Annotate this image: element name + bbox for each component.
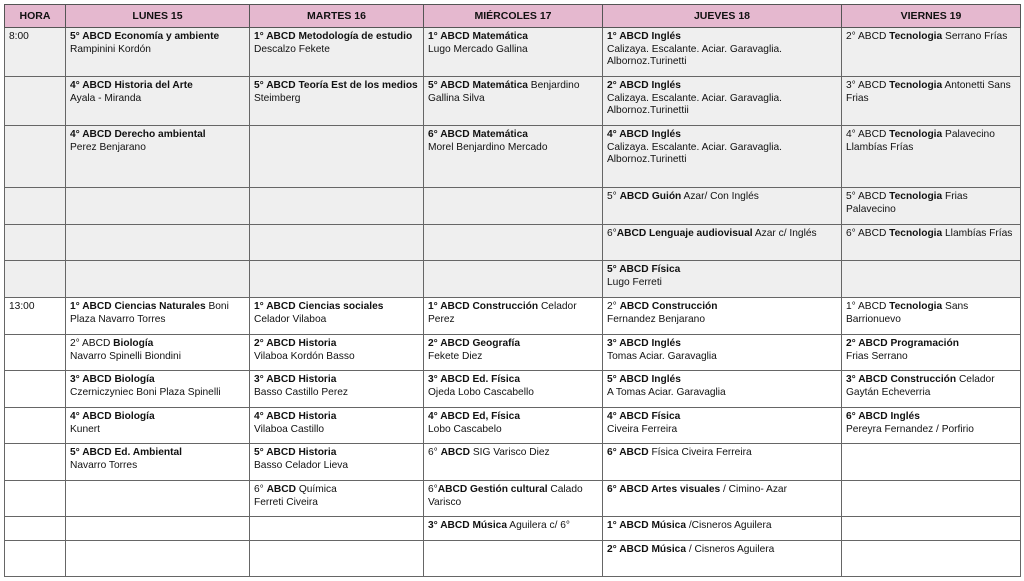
teacher-text: 2° ABCD <box>70 338 114 349</box>
subject-text: Biología <box>113 338 154 349</box>
teacher-text: /Cisneros Aguilera <box>686 520 772 531</box>
time-cell <box>5 444 66 481</box>
subject-text: 6° ABCD Inglés <box>846 411 920 422</box>
class-cell <box>66 28 250 77</box>
subject-text: ABCD <box>440 447 471 458</box>
teacher-text: Azar c/ Inglés <box>752 228 817 239</box>
class-cell <box>66 225 250 261</box>
time-cell <box>5 188 66 225</box>
teacher-text: Navarro Torres <box>70 459 138 471</box>
subject-text: 4° ABCD Inglés <box>607 129 681 140</box>
class-cell <box>842 481 1021 517</box>
class-cell <box>842 225 1021 261</box>
subject-text: 6° ABCD <box>607 447 649 458</box>
teacher-text: Química <box>296 484 337 495</box>
subject-text: ABCD Gestión cultural <box>437 484 548 495</box>
class-cell <box>842 541 1021 577</box>
class-cell <box>842 408 1021 444</box>
time-cell <box>5 517 66 541</box>
subject-text: 3° ABCD Música <box>428 520 507 531</box>
teacher-text: Lugo Ferreti <box>607 276 662 288</box>
class-cell <box>842 335 1021 371</box>
class-cell <box>603 188 842 225</box>
header-day-thursday: JUEVES 18 <box>603 5 842 28</box>
teacher-text: Vilaboa Kordón Basso <box>254 350 355 362</box>
teacher-text: Navarro Spinelli Biondini <box>70 350 181 362</box>
subject-text: 1° ABCD Construcción <box>428 301 539 312</box>
teacher-text: Calizaya. Escalante. Aciar. Garavaglia. Albornoz.Turinettii <box>607 92 782 116</box>
table-row <box>5 541 1021 577</box>
header-day-friday: VIERNES 19 <box>842 5 1021 28</box>
table-row <box>5 517 1021 541</box>
teacher-text: Calizaya. Escalante. Aciar. Garavaglia. Albornoz.Turinetti <box>607 141 782 165</box>
class-cell <box>842 188 1021 225</box>
class-cell <box>250 77 424 126</box>
teacher-text: Civeira Ferreira <box>607 423 678 435</box>
subject-text: 5° ABCD Economía y ambiente <box>70 31 220 42</box>
teacher-text: Ojeda Lobo Cascabello <box>428 386 534 398</box>
teacher-text: Morel Benjardino Mercado <box>428 141 548 153</box>
subject-text: 2° ABCD Inglés <box>607 80 681 91</box>
class-cell <box>603 225 842 261</box>
subject-text: Tecnologia <box>889 129 943 140</box>
class-cell <box>603 298 842 335</box>
teacher-text: Pereyra Fernandez / Porfirio <box>846 423 974 435</box>
subject-text: 2° ABCD Música <box>607 544 686 555</box>
time-cell <box>5 481 66 517</box>
teacher-text: Celador Perez <box>428 301 577 325</box>
class-cell <box>603 541 842 577</box>
teacher-text: Celador Gaytán Echeverria <box>846 374 995 398</box>
teacher-text: 2° ABCD <box>846 31 890 42</box>
subject-text: 4° ABCD Ed, Física <box>428 411 521 422</box>
subject-text: 5° ABCD Inglés <box>607 374 681 385</box>
class-cell <box>603 335 842 371</box>
table-row <box>5 28 1021 77</box>
subject-text: Tecnologia <box>889 191 943 202</box>
header-hora: HORA <box>5 5 66 28</box>
table-row <box>5 188 1021 225</box>
table-row <box>5 298 1021 335</box>
schedule-table <box>4 4 1021 577</box>
subject-text: Tecnologia <box>889 301 943 312</box>
class-cell <box>66 541 250 577</box>
subject-text: 1° ABCD Ciencias Naturales <box>70 301 206 312</box>
class-cell <box>842 28 1021 77</box>
class-cell <box>250 28 424 77</box>
teacher-text: / Cimino- Azar <box>720 484 787 495</box>
subject-text: 5° ABCD Física <box>607 264 681 275</box>
teacher-text: SIG Varisco Diez <box>470 447 550 458</box>
subject-text: 4° ABCD Historia <box>254 411 337 422</box>
time-cell <box>5 408 66 444</box>
teacher-text: 1° ABCD <box>846 301 890 312</box>
teacher-text: Llambías Frías <box>942 228 1013 239</box>
class-cell <box>603 261 842 298</box>
teacher-text: Rampinini Kordón <box>70 43 151 55</box>
subject-text: 1° ABCD Inglés <box>607 31 681 42</box>
table-row <box>5 126 1021 188</box>
teacher-text: Perez Benjarano <box>70 141 146 153</box>
class-cell <box>842 444 1021 481</box>
class-cell <box>424 28 603 77</box>
teacher-text: Basso Castillo Perez <box>254 386 348 398</box>
class-cell <box>250 408 424 444</box>
class-cell <box>66 188 250 225</box>
teacher-text: Boni Plaza Navarro Torres <box>70 301 229 325</box>
class-cell <box>250 225 424 261</box>
subject-text: 6° ABCD Artes visuales <box>607 484 721 495</box>
class-cell <box>603 408 842 444</box>
teacher-text: Fekete Diez <box>428 350 483 362</box>
subject-text: ABCD Lenguaje audiovisual <box>616 228 753 239</box>
class-cell <box>250 335 424 371</box>
subject-text: 4° ABCD Biología <box>70 411 155 422</box>
subject-text: 1° ABCD Metodología de estudio <box>254 31 413 42</box>
subject-text: 3° ABCD Inglés <box>607 338 681 349</box>
header-day-wednesday: MIÉRCOLES 17 <box>424 5 603 28</box>
time-cell <box>5 225 66 261</box>
subject-text: 2° ABCD Historia <box>254 338 337 349</box>
class-cell <box>842 371 1021 408</box>
class-cell <box>250 261 424 298</box>
class-cell <box>424 335 603 371</box>
subject-text: 3° ABCD Ed. Física <box>428 374 521 385</box>
class-cell <box>66 335 250 371</box>
table-row <box>5 444 1021 481</box>
subject-text: Tecnologia <box>889 80 943 91</box>
class-cell <box>250 517 424 541</box>
subject-text: 4° ABCD Física <box>607 411 681 422</box>
subject-text: 4° ABCD Derecho ambiental <box>70 129 206 140</box>
teacher-text: 6° <box>428 447 441 458</box>
table-row <box>5 225 1021 261</box>
subject-text: 5° ABCD Matemática <box>428 80 528 91</box>
teacher-text: Antonetti Sans Frias <box>846 80 1011 104</box>
teacher-text: Steimberg <box>254 92 301 104</box>
teacher-text: Palavecino Llambías Frías <box>846 129 995 153</box>
class-cell <box>250 444 424 481</box>
teacher-text: Lobo Cascabelo <box>428 423 502 435</box>
class-cell <box>66 481 250 517</box>
teacher-text: 4° ABCD <box>846 129 890 140</box>
teacher-text: 5° ABCD <box>846 191 890 202</box>
table-row <box>5 481 1021 517</box>
teacher-text: Kunert <box>70 423 101 435</box>
class-cell <box>424 126 603 188</box>
subject-text: ABCD <box>266 484 297 495</box>
subject-text: 4° ABCD Historia del Arte <box>70 80 193 91</box>
teacher-text: A Tomas Aciar. Garavaglia <box>607 386 726 398</box>
teacher-text: Frias Palavecino <box>846 191 968 215</box>
class-cell <box>424 517 603 541</box>
table-row <box>5 261 1021 298</box>
subject-text: 2° ABCD Programación <box>846 338 959 349</box>
subject-text: 5° ABCD Historia <box>254 447 337 458</box>
header-row <box>5 5 1021 28</box>
class-cell <box>250 298 424 335</box>
class-cell <box>250 126 424 188</box>
teacher-text: Vilaboa Castillo <box>254 423 325 435</box>
subject-text: 3° ABCD Construcción <box>846 374 957 385</box>
subject-text: 5° ABCD Ed. Ambiental <box>70 447 182 458</box>
class-cell <box>603 77 842 126</box>
teacher-text: Frias Serrano <box>846 350 908 362</box>
class-cell <box>66 77 250 126</box>
class-cell <box>66 298 250 335</box>
teacher-text: Descalzo Fekete <box>254 43 330 55</box>
subject-text: ABCD Construcción <box>619 301 718 312</box>
teacher-text: 6° <box>254 484 267 495</box>
teacher-text: 6° ABCD <box>846 228 890 239</box>
subject-text: 3° ABCD Historia <box>254 374 337 385</box>
class-cell <box>603 371 842 408</box>
header-day-tuesday: MARTES 16 <box>250 5 424 28</box>
teacher-text: Ferreti Civeira <box>254 496 318 508</box>
class-cell <box>250 188 424 225</box>
class-cell <box>424 77 603 126</box>
subject-text: Tecnologia <box>889 228 943 239</box>
teacher-text: 3° ABCD <box>846 80 890 91</box>
subject-text: ABCD Guión <box>619 191 682 202</box>
schedule-body <box>5 28 1021 577</box>
class-cell <box>424 298 603 335</box>
teacher-text: Azar/ Con Inglés <box>681 191 759 202</box>
teacher-text: Física Civeira Ferreira <box>648 447 752 458</box>
class-cell <box>842 517 1021 541</box>
teacher-text: 6° <box>607 228 617 239</box>
class-cell <box>603 126 842 188</box>
class-cell <box>66 126 250 188</box>
teacher-text: Fernandez Benjarano <box>607 313 705 325</box>
teacher-text: / Cisneros Aguilera <box>686 544 775 555</box>
class-cell <box>424 408 603 444</box>
class-cell <box>842 126 1021 188</box>
teacher-text: Ayala - Miranda <box>70 92 142 104</box>
teacher-text: Calado Varisco <box>428 484 583 508</box>
class-cell <box>842 298 1021 335</box>
class-cell <box>424 188 603 225</box>
subject-text: 3° ABCD Biología <box>70 374 155 385</box>
teacher-text: Sans Barrionuevo <box>846 301 969 325</box>
class-cell <box>424 444 603 481</box>
class-cell <box>424 541 603 577</box>
class-cell <box>250 481 424 517</box>
class-cell <box>66 261 250 298</box>
time-cell: 8:00 <box>5 28 66 77</box>
teacher-text: 6° <box>428 484 438 495</box>
class-cell <box>250 371 424 408</box>
table-row <box>5 371 1021 408</box>
class-cell <box>424 261 603 298</box>
subject-text: 1° ABCD Matemática <box>428 31 528 42</box>
class-cell <box>603 481 842 517</box>
table-row <box>5 335 1021 371</box>
header-day-monday: LUNES 15 <box>66 5 250 28</box>
time-cell <box>5 126 66 188</box>
subject-text: 1° ABCD Música <box>607 520 686 531</box>
class-cell <box>250 541 424 577</box>
teacher-text: 2° <box>607 301 620 312</box>
teacher-text: Tomas Aciar. Garavaglia <box>607 350 717 362</box>
time-cell <box>5 335 66 371</box>
teacher-text: Celador Vilaboa <box>254 313 327 325</box>
teacher-text: 5° <box>607 191 620 202</box>
class-cell <box>603 28 842 77</box>
teacher-text: Czerniczyniec Boni Plaza Spinelli <box>70 386 221 398</box>
class-cell <box>66 371 250 408</box>
class-cell <box>842 77 1021 126</box>
class-cell <box>603 444 842 481</box>
teacher-text: Aguilera c/ 6° <box>507 520 570 531</box>
teacher-text: Serrano Frías <box>942 31 1008 42</box>
class-cell <box>842 261 1021 298</box>
class-cell <box>603 517 842 541</box>
time-cell <box>5 371 66 408</box>
class-cell <box>66 408 250 444</box>
table-row <box>5 77 1021 126</box>
subject-text: 1° ABCD Ciencias sociales <box>254 301 384 312</box>
time-cell <box>5 77 66 126</box>
time-cell <box>5 261 66 298</box>
time-cell: 13:00 <box>5 298 66 335</box>
time-cell <box>5 541 66 577</box>
class-cell <box>424 225 603 261</box>
subject-text: 2° ABCD Geografía <box>428 338 521 349</box>
teacher-text: Benjardino Gallina Silva <box>428 80 580 104</box>
class-cell <box>66 517 250 541</box>
subject-text: Tecnologia <box>889 31 943 42</box>
class-cell <box>424 371 603 408</box>
class-cell <box>424 481 603 517</box>
class-cell <box>66 444 250 481</box>
table-row <box>5 408 1021 444</box>
teacher-text: Calizaya. Escalante. Aciar. Garavaglia. Albornoz.Turinetti <box>607 43 782 67</box>
subject-text: 6° ABCD Matemática <box>428 129 528 140</box>
teacher-text: Basso Celador Lieva <box>254 459 349 471</box>
subject-text: 5° ABCD Teoría Est de los medios <box>254 80 418 91</box>
teacher-text: Lugo Mercado Gallina <box>428 43 528 55</box>
